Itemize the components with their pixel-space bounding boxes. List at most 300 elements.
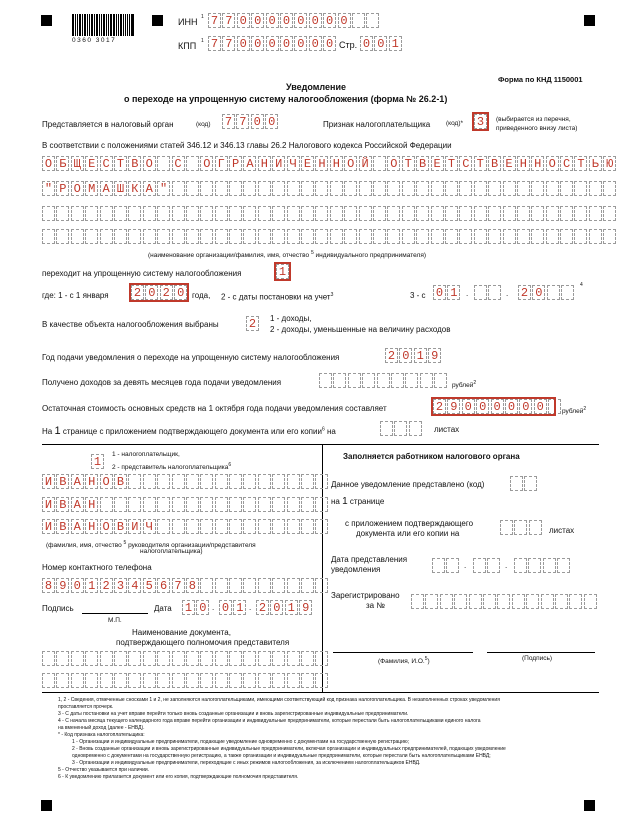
char-cell[interactable] [459, 181, 472, 196]
char-cell[interactable]: В [128, 156, 141, 171]
char-cell[interactable]: 2 [518, 285, 531, 300]
char-cell[interactable]: 7 [222, 13, 235, 28]
char-cell[interactable] [215, 181, 228, 196]
char-cell[interactable] [603, 206, 616, 221]
char-cell[interactable] [85, 673, 98, 688]
char-cell[interactable]: 2 [385, 348, 398, 363]
char-cell[interactable]: Б [56, 156, 69, 171]
char-cell[interactable]: В [56, 519, 69, 534]
char-cell[interactable] [200, 519, 213, 534]
char-cell[interactable] [546, 181, 559, 196]
char-cell[interactable] [315, 474, 328, 489]
char-cell[interactable]: Е [431, 156, 444, 171]
char-cell[interactable] [215, 229, 228, 244]
char-cell[interactable] [42, 673, 55, 688]
char-cell[interactable] [186, 519, 199, 534]
char-cell[interactable]: 1 [414, 348, 427, 363]
char-cell[interactable]: О [71, 181, 84, 196]
char-cell[interactable] [510, 476, 523, 491]
char-cell[interactable] [503, 181, 516, 196]
char-cell[interactable]: 0 [237, 13, 250, 28]
char-cell[interactable] [454, 594, 467, 609]
char-cell[interactable]: О [143, 156, 156, 171]
char-cell[interactable] [200, 206, 213, 221]
char-cell[interactable]: 1 [276, 264, 289, 279]
char-cell[interactable] [229, 229, 242, 244]
char-cell[interactable] [557, 558, 570, 573]
char-cell[interactable]: О [100, 474, 113, 489]
char-cell[interactable] [128, 497, 141, 512]
char-cell[interactable]: А [143, 181, 156, 196]
char-cell[interactable]: 9 [428, 348, 441, 363]
char-cell[interactable] [301, 651, 314, 666]
char-cell[interactable] [512, 594, 525, 609]
char-cell[interactable] [531, 181, 544, 196]
char-cell[interactable]: Ч [287, 156, 300, 171]
char-cell[interactable]: 7 [236, 114, 249, 129]
char-cell[interactable] [258, 229, 271, 244]
char-cell[interactable] [488, 285, 501, 300]
char-cell[interactable] [503, 206, 516, 221]
char-cell[interactable]: 0 [270, 600, 283, 615]
char-cell[interactable] [561, 285, 574, 300]
char-cell[interactable] [287, 578, 300, 593]
char-cell[interactable]: Щ [71, 156, 84, 171]
char-cell[interactable]: 5 [143, 578, 156, 593]
char-cell[interactable] [301, 181, 314, 196]
char-cell[interactable]: 9 [447, 399, 460, 414]
char-cell[interactable] [497, 594, 510, 609]
char-cell[interactable] [405, 373, 418, 388]
char-cell[interactable] [56, 673, 69, 688]
char-cell[interactable]: Й [359, 156, 372, 171]
char-cell[interactable]: Н [85, 474, 98, 489]
char-cell[interactable] [330, 206, 343, 221]
char-cell[interactable] [474, 206, 487, 221]
char-cell[interactable] [71, 229, 84, 244]
char-cell[interactable] [440, 594, 453, 609]
char-cell[interactable] [100, 673, 113, 688]
char-cell[interactable] [200, 474, 213, 489]
char-cell[interactable]: И [272, 156, 285, 171]
char-cell[interactable]: Е [503, 156, 516, 171]
char-cell[interactable]: 0 [237, 36, 250, 51]
char-cell[interactable]: В [114, 474, 127, 489]
char-cell[interactable] [287, 673, 300, 688]
char-cell[interactable]: 0 [280, 36, 293, 51]
char-cell[interactable] [301, 229, 314, 244]
char-cell[interactable]: Р [56, 181, 69, 196]
char-cell[interactable]: 1 [389, 36, 402, 51]
char-cell[interactable]: Е [301, 156, 314, 171]
char-cell[interactable] [243, 229, 256, 244]
char-cell[interactable] [229, 578, 242, 593]
char-cell[interactable] [287, 474, 300, 489]
char-cell[interactable] [469, 594, 482, 609]
char-cell[interactable]: 7 [208, 36, 221, 51]
char-cell[interactable] [229, 474, 242, 489]
char-cell[interactable]: 0 [251, 114, 264, 129]
char-cell[interactable] [524, 476, 537, 491]
char-cell[interactable]: 0 [71, 578, 84, 593]
char-cell[interactable] [114, 206, 127, 221]
char-cell[interactable] [287, 229, 300, 244]
char-cell[interactable]: Т [474, 156, 487, 171]
char-cell[interactable] [459, 206, 472, 221]
char-cell[interactable] [243, 474, 256, 489]
char-cell[interactable] [258, 181, 271, 196]
char-cell[interactable] [186, 181, 199, 196]
char-cell[interactable]: 0 [219, 600, 232, 615]
char-cell[interactable] [603, 229, 616, 244]
char-cell[interactable]: Г [215, 156, 228, 171]
char-cell[interactable]: 8 [42, 578, 55, 593]
char-cell[interactable] [366, 13, 379, 28]
char-cell[interactable] [143, 206, 156, 221]
char-cell[interactable] [85, 651, 98, 666]
char-cell[interactable]: 0 [280, 13, 293, 28]
char-cell[interactable] [128, 673, 141, 688]
char-cell[interactable]: 0 [532, 285, 545, 300]
char-cell[interactable] [301, 497, 314, 512]
char-cell[interactable]: 0 [294, 36, 307, 51]
char-cell[interactable] [85, 206, 98, 221]
char-cell[interactable]: 3 [114, 578, 127, 593]
char-cell[interactable]: Ш [114, 181, 127, 196]
char-cell[interactable] [445, 181, 458, 196]
char-cell[interactable]: В [488, 156, 501, 171]
char-cell[interactable] [157, 519, 170, 534]
char-cell[interactable] [157, 497, 170, 512]
char-cell[interactable]: К [128, 181, 141, 196]
char-cell[interactable]: Т [574, 156, 587, 171]
char-cell[interactable]: 0 [266, 13, 279, 28]
char-cell[interactable] [128, 229, 141, 244]
char-cell[interactable]: Н [85, 497, 98, 512]
char-cell[interactable] [186, 651, 199, 666]
char-cell[interactable] [128, 206, 141, 221]
char-cell[interactable]: 0 [309, 36, 322, 51]
char-cell[interactable] [287, 519, 300, 534]
char-cell[interactable]: 1 [233, 600, 246, 615]
char-cell[interactable] [272, 474, 285, 489]
char-cell[interactable] [215, 497, 228, 512]
char-cell[interactable] [420, 373, 433, 388]
char-cell[interactable] [431, 229, 444, 244]
char-cell[interactable]: Т [114, 156, 127, 171]
char-cell[interactable] [42, 229, 55, 244]
char-cell[interactable] [186, 673, 199, 688]
char-cell[interactable] [488, 229, 501, 244]
char-cell[interactable] [272, 497, 285, 512]
char-cell[interactable] [258, 578, 271, 593]
char-cell[interactable]: В [114, 519, 127, 534]
char-cell[interactable] [416, 229, 429, 244]
char-cell[interactable]: О [344, 156, 357, 171]
char-cell[interactable]: Ю [603, 156, 616, 171]
char-cell[interactable]: 1 [447, 285, 460, 300]
char-cell[interactable] [287, 497, 300, 512]
char-cell[interactable] [200, 497, 213, 512]
char-cell[interactable] [71, 651, 84, 666]
char-cell[interactable] [157, 229, 170, 244]
char-cell[interactable] [143, 474, 156, 489]
char-cell[interactable] [574, 181, 587, 196]
char-cell[interactable] [128, 474, 141, 489]
char-cell[interactable] [71, 673, 84, 688]
char-cell[interactable]: О [546, 156, 559, 171]
char-cell[interactable]: 7 [208, 13, 221, 28]
char-cell[interactable] [229, 181, 242, 196]
char-cell[interactable] [229, 673, 242, 688]
char-cell[interactable] [215, 519, 228, 534]
char-cell[interactable] [315, 519, 328, 534]
char-cell[interactable] [434, 373, 447, 388]
char-cell[interactable] [215, 206, 228, 221]
char-cell[interactable] [143, 497, 156, 512]
char-cell[interactable] [186, 474, 199, 489]
char-cell[interactable] [589, 181, 602, 196]
char-cell[interactable]: 0 [462, 399, 475, 414]
char-cell[interactable] [373, 156, 386, 171]
char-cell[interactable] [172, 651, 185, 666]
char-cell[interactable] [186, 497, 199, 512]
char-cell[interactable] [215, 474, 228, 489]
char-cell[interactable] [348, 373, 361, 388]
char-cell[interactable]: 2 [256, 600, 269, 615]
char-cell[interactable]: О [200, 156, 213, 171]
char-cell[interactable] [574, 229, 587, 244]
char-cell[interactable] [445, 206, 458, 221]
char-cell[interactable]: В [416, 156, 429, 171]
char-cell[interactable] [431, 181, 444, 196]
char-cell[interactable] [301, 206, 314, 221]
char-cell[interactable]: М [85, 181, 98, 196]
char-cell[interactable] [541, 594, 554, 609]
char-cell[interactable] [517, 181, 530, 196]
char-cell[interactable] [243, 578, 256, 593]
officer-sign-line[interactable] [487, 652, 595, 653]
char-cell[interactable] [330, 229, 343, 244]
char-cell[interactable]: 0 [360, 36, 373, 51]
char-cell[interactable] [330, 181, 343, 196]
char-cell[interactable] [258, 651, 271, 666]
char-cell[interactable] [359, 181, 372, 196]
char-cell[interactable] [186, 156, 199, 171]
char-cell[interactable]: 0 [534, 399, 547, 414]
char-cell[interactable] [409, 421, 422, 436]
officer-name-line[interactable] [333, 652, 473, 653]
char-cell[interactable] [373, 229, 386, 244]
char-cell[interactable]: Р [229, 156, 242, 171]
char-cell[interactable] [432, 558, 445, 573]
char-cell[interactable] [344, 229, 357, 244]
char-cell[interactable] [42, 651, 55, 666]
char-cell[interactable] [172, 519, 185, 534]
char-cell[interactable] [272, 229, 285, 244]
char-cell[interactable]: 9 [299, 600, 312, 615]
char-cell[interactable]: Н [517, 156, 530, 171]
char-cell[interactable] [344, 206, 357, 221]
char-cell[interactable] [555, 594, 568, 609]
char-cell[interactable] [589, 206, 602, 221]
char-cell[interactable]: А [71, 497, 84, 512]
char-cell[interactable]: А [100, 181, 113, 196]
char-cell[interactable] [402, 181, 415, 196]
char-cell[interactable] [243, 181, 256, 196]
char-cell[interactable]: И [128, 519, 141, 534]
char-cell[interactable] [172, 229, 185, 244]
char-cell[interactable]: Н [315, 156, 328, 171]
char-cell[interactable] [157, 474, 170, 489]
char-cell[interactable] [200, 651, 213, 666]
char-cell[interactable] [157, 673, 170, 688]
char-cell[interactable] [514, 558, 527, 573]
char-cell[interactable]: 0 [323, 36, 336, 51]
char-cell[interactable] [387, 229, 400, 244]
char-cell[interactable] [272, 651, 285, 666]
char-cell[interactable] [229, 206, 242, 221]
char-cell[interactable] [488, 206, 501, 221]
char-cell[interactable] [402, 229, 415, 244]
char-cell[interactable] [373, 206, 386, 221]
char-cell[interactable] [172, 673, 185, 688]
char-cell[interactable] [100, 229, 113, 244]
char-cell[interactable]: " [42, 181, 55, 196]
char-cell[interactable] [172, 181, 185, 196]
char-cell[interactable]: С [560, 156, 573, 171]
char-cell[interactable]: 4 [128, 578, 141, 593]
char-cell[interactable] [517, 229, 530, 244]
char-cell[interactable] [517, 206, 530, 221]
char-cell[interactable] [56, 206, 69, 221]
char-cell[interactable] [514, 520, 527, 535]
char-cell[interactable] [56, 651, 69, 666]
char-cell[interactable] [172, 474, 185, 489]
char-cell[interactable] [529, 520, 542, 535]
char-cell[interactable] [200, 673, 213, 688]
char-cell[interactable]: 7 [222, 114, 235, 129]
char-cell[interactable] [200, 229, 213, 244]
char-cell[interactable] [287, 181, 300, 196]
char-cell[interactable] [243, 206, 256, 221]
char-cell[interactable]: 0 [433, 285, 446, 300]
char-cell[interactable]: 0 [519, 399, 532, 414]
char-cell[interactable] [243, 651, 256, 666]
char-cell[interactable] [272, 206, 285, 221]
char-cell[interactable]: О [100, 519, 113, 534]
char-cell[interactable] [258, 519, 271, 534]
char-cell[interactable] [560, 206, 573, 221]
char-cell[interactable] [344, 181, 357, 196]
char-cell[interactable]: 2 [100, 578, 113, 593]
char-cell[interactable]: 0 [338, 13, 351, 28]
char-cell[interactable] [543, 558, 556, 573]
char-cell[interactable] [387, 206, 400, 221]
char-cell[interactable]: 0 [505, 399, 518, 414]
char-cell[interactable] [157, 206, 170, 221]
char-cell[interactable]: Н [330, 156, 343, 171]
char-cell[interactable] [42, 206, 55, 221]
char-cell[interactable]: Е [85, 156, 98, 171]
char-cell[interactable] [589, 229, 602, 244]
char-cell[interactable] [503, 229, 516, 244]
char-cell[interactable]: 1 [182, 600, 195, 615]
char-cell[interactable] [569, 594, 582, 609]
char-cell[interactable] [459, 229, 472, 244]
char-cell[interactable] [301, 673, 314, 688]
char-cell[interactable] [560, 229, 573, 244]
char-cell[interactable]: 2 [160, 285, 173, 300]
char-cell[interactable] [333, 373, 346, 388]
char-cell[interactable]: 0 [174, 285, 187, 300]
char-cell[interactable]: 1 [85, 578, 98, 593]
char-cell[interactable] [487, 558, 500, 573]
char-cell[interactable] [272, 519, 285, 534]
char-cell[interactable]: Т [402, 156, 415, 171]
char-cell[interactable] [402, 206, 415, 221]
char-cell[interactable] [243, 519, 256, 534]
char-cell[interactable] [315, 497, 328, 512]
char-cell[interactable] [258, 497, 271, 512]
char-cell[interactable] [431, 206, 444, 221]
char-cell[interactable]: Ь [589, 156, 602, 171]
char-cell[interactable] [528, 558, 541, 573]
char-cell[interactable] [128, 651, 141, 666]
char-cell[interactable]: 0 [266, 36, 279, 51]
char-cell[interactable]: 0 [251, 36, 264, 51]
char-cell[interactable]: В [56, 497, 69, 512]
char-cell[interactable]: 0 [399, 348, 412, 363]
char-cell[interactable] [377, 373, 390, 388]
char-cell[interactable]: 2 [246, 316, 259, 331]
char-cell[interactable]: А [243, 156, 256, 171]
char-cell[interactable]: 7 [172, 578, 185, 593]
char-cell[interactable]: 3 [474, 114, 487, 129]
char-cell[interactable] [301, 519, 314, 534]
char-cell[interactable] [143, 229, 156, 244]
char-cell[interactable] [411, 594, 424, 609]
char-cell[interactable]: В [56, 474, 69, 489]
char-cell[interactable] [100, 206, 113, 221]
char-cell[interactable] [258, 474, 271, 489]
signature-line[interactable] [82, 613, 148, 614]
char-cell[interactable] [200, 181, 213, 196]
char-cell[interactable]: Н [85, 519, 98, 534]
char-cell[interactable]: Н [531, 156, 544, 171]
char-cell[interactable] [229, 651, 242, 666]
char-cell[interactable] [362, 373, 375, 388]
char-cell[interactable]: 0 [145, 285, 158, 300]
char-cell[interactable] [474, 285, 487, 300]
char-cell[interactable] [315, 578, 328, 593]
char-cell[interactable] [56, 229, 69, 244]
char-cell[interactable] [143, 673, 156, 688]
char-cell[interactable] [359, 206, 372, 221]
char-cell[interactable] [387, 181, 400, 196]
char-cell[interactable] [531, 206, 544, 221]
char-cell[interactable] [488, 181, 501, 196]
char-cell[interactable] [100, 651, 113, 666]
char-cell[interactable] [474, 229, 487, 244]
char-cell[interactable]: Н [258, 156, 271, 171]
char-cell[interactable] [243, 673, 256, 688]
char-cell[interactable] [215, 673, 228, 688]
char-cell[interactable]: Ч [143, 519, 156, 534]
char-cell[interactable]: 0 [309, 13, 322, 28]
char-cell[interactable] [172, 497, 185, 512]
char-cell[interactable] [157, 651, 170, 666]
